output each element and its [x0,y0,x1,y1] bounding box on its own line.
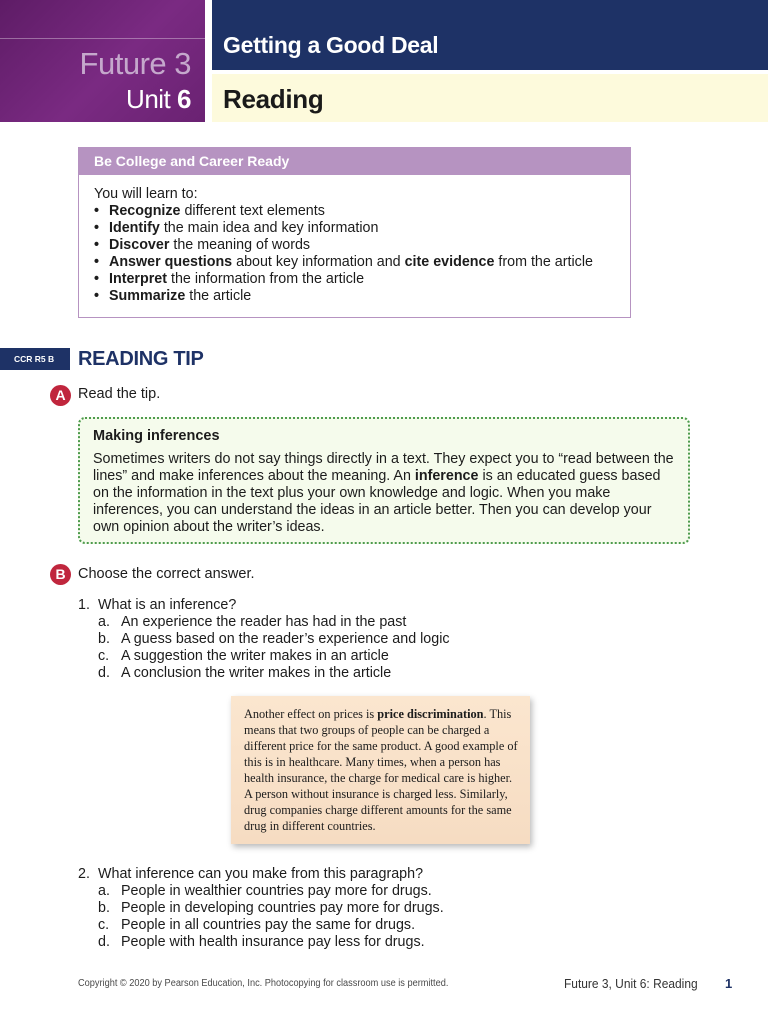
tip-text-part: Sometimes writers do not say things directly in a text. They expect you to “read between the lines” and make inferences about the meaning. An [93,451,674,484]
footer-copyright: Copyright © 2020 by Pearson Education, Inc. Photocopying for classroom use is permitted. [78,978,449,989]
objectives-box [78,147,631,318]
objective-verb: Answer questions [109,254,233,270]
section-a-instruction: Read the tip. [78,386,161,402]
reading-passage [231,696,530,844]
objectives-intro: You will learn to: [94,186,198,202]
objective-verb: Discover [109,237,170,253]
footer-reference: Future 3, Unit 6: Reading [564,976,698,991]
passage-key-term: price discrimination [377,707,484,721]
brand-block [0,0,205,122]
question-number: 1. [78,597,90,613]
option-text: People in all countries pay the same for drugs. [121,917,416,933]
option-text: A conclusion the writer makes in the article [121,665,392,681]
objective-item [94,203,630,220]
objective-verb: Identify [109,220,160,236]
subtitle-bar [212,74,768,122]
question-text: What is an inference? [98,597,237,613]
objective-item [94,271,630,288]
objective-text: the meaning of words [169,237,311,253]
option-letter: d. [98,665,110,681]
objectives-list [94,203,630,305]
objective-item [94,220,630,237]
page-number: 1 [725,976,733,991]
unit-word: Unit [126,84,171,114]
objective-text: about key information and [232,254,405,270]
answer-option[interactable] [78,917,678,934]
option-text: People in wealthier countries pay more for drugs. [121,883,432,899]
page-subtitle: Reading [223,84,324,114]
question-1 [78,597,678,682]
answer-option[interactable] [78,648,678,665]
objective-verb-2: cite evidence [404,254,495,270]
objective-item [94,237,630,254]
tip-text-part: is an educated guess based on the information in the text plus your own knowledge and logic. When you make inferences, you can understand the ideas in an article better. Then you can develop your own opinion about the writer’s ideas. [93,468,661,535]
section-a-badge: A [50,385,71,406]
objective-verb: Summarize [109,288,186,304]
page-title: Getting a Good Deal [223,32,439,58]
question-stem [78,597,678,614]
tip-key-term: inference [414,468,479,484]
option-letter: a. [98,883,110,899]
answer-option[interactable] [78,665,678,682]
section-b-instruction: Choose the correct answer. [78,566,255,582]
objective-text: the information from the article [167,271,365,287]
option-letter: c. [98,917,110,933]
objective-item [94,254,630,271]
objective-text: the main idea and key information [159,220,379,236]
question-stem [78,866,678,883]
objective-item [94,288,630,305]
objective-verb: Interpret [109,271,167,287]
reading-tip-heading: READING TIP [78,348,204,370]
passage-text-part: . This means that two groups of people can be charged a different price for the same product. A good example of this is in healthcare. Many times, when a person has health insurance, the charge for medical care is higher. A person without insurance is charged less. Similarly, drug companies charge different amounts for the same drug in different countries. [244,707,518,833]
option-text: People with health insurance pay less for drugs. [121,934,425,950]
objectives-heading: Be College and Career Ready [79,148,630,175]
objective-text: different text elements [180,203,325,219]
question-text: What inference can you make from this paragraph? [98,866,424,882]
answer-option[interactable] [78,631,678,648]
unit-label [126,84,191,115]
answer-option[interactable] [78,900,678,917]
brand-title: Future 3 [79,46,191,81]
objective-verb: Recognize [109,203,181,219]
option-text: People in developing countries pay more for drugs. [121,900,444,916]
objective-text: the article [185,288,252,304]
answer-option[interactable] [78,614,678,631]
question-number: 2. [78,866,90,882]
question-2 [78,866,678,951]
option-text: A guess based on the reader’s experience and logic [121,631,450,647]
tip-box-title: Making inferences [93,428,220,444]
option-text: A suggestion the writer makes in an article [121,648,389,664]
unit-number: 6 [177,84,191,114]
option-letter: d. [98,934,110,950]
title-bar [212,0,768,70]
tip-box-text [93,451,676,536]
answer-option[interactable] [78,883,678,900]
answer-option[interactable] [78,934,678,951]
section-b-badge: B [50,564,71,585]
objectives-body [79,175,630,305]
option-text: An experience the reader has had in the past [121,614,407,630]
objective-text-2: from the article [494,254,593,270]
passage-text-part: Another effect on prices is [244,707,378,721]
ccr-standard-tag: CCR R5 B [0,348,70,370]
option-letter: b. [98,631,110,647]
brand-divider [0,38,205,39]
option-letter: b. [98,900,110,916]
option-letter: a. [98,614,110,630]
option-letter: c. [98,648,110,664]
tip-box [78,417,690,544]
